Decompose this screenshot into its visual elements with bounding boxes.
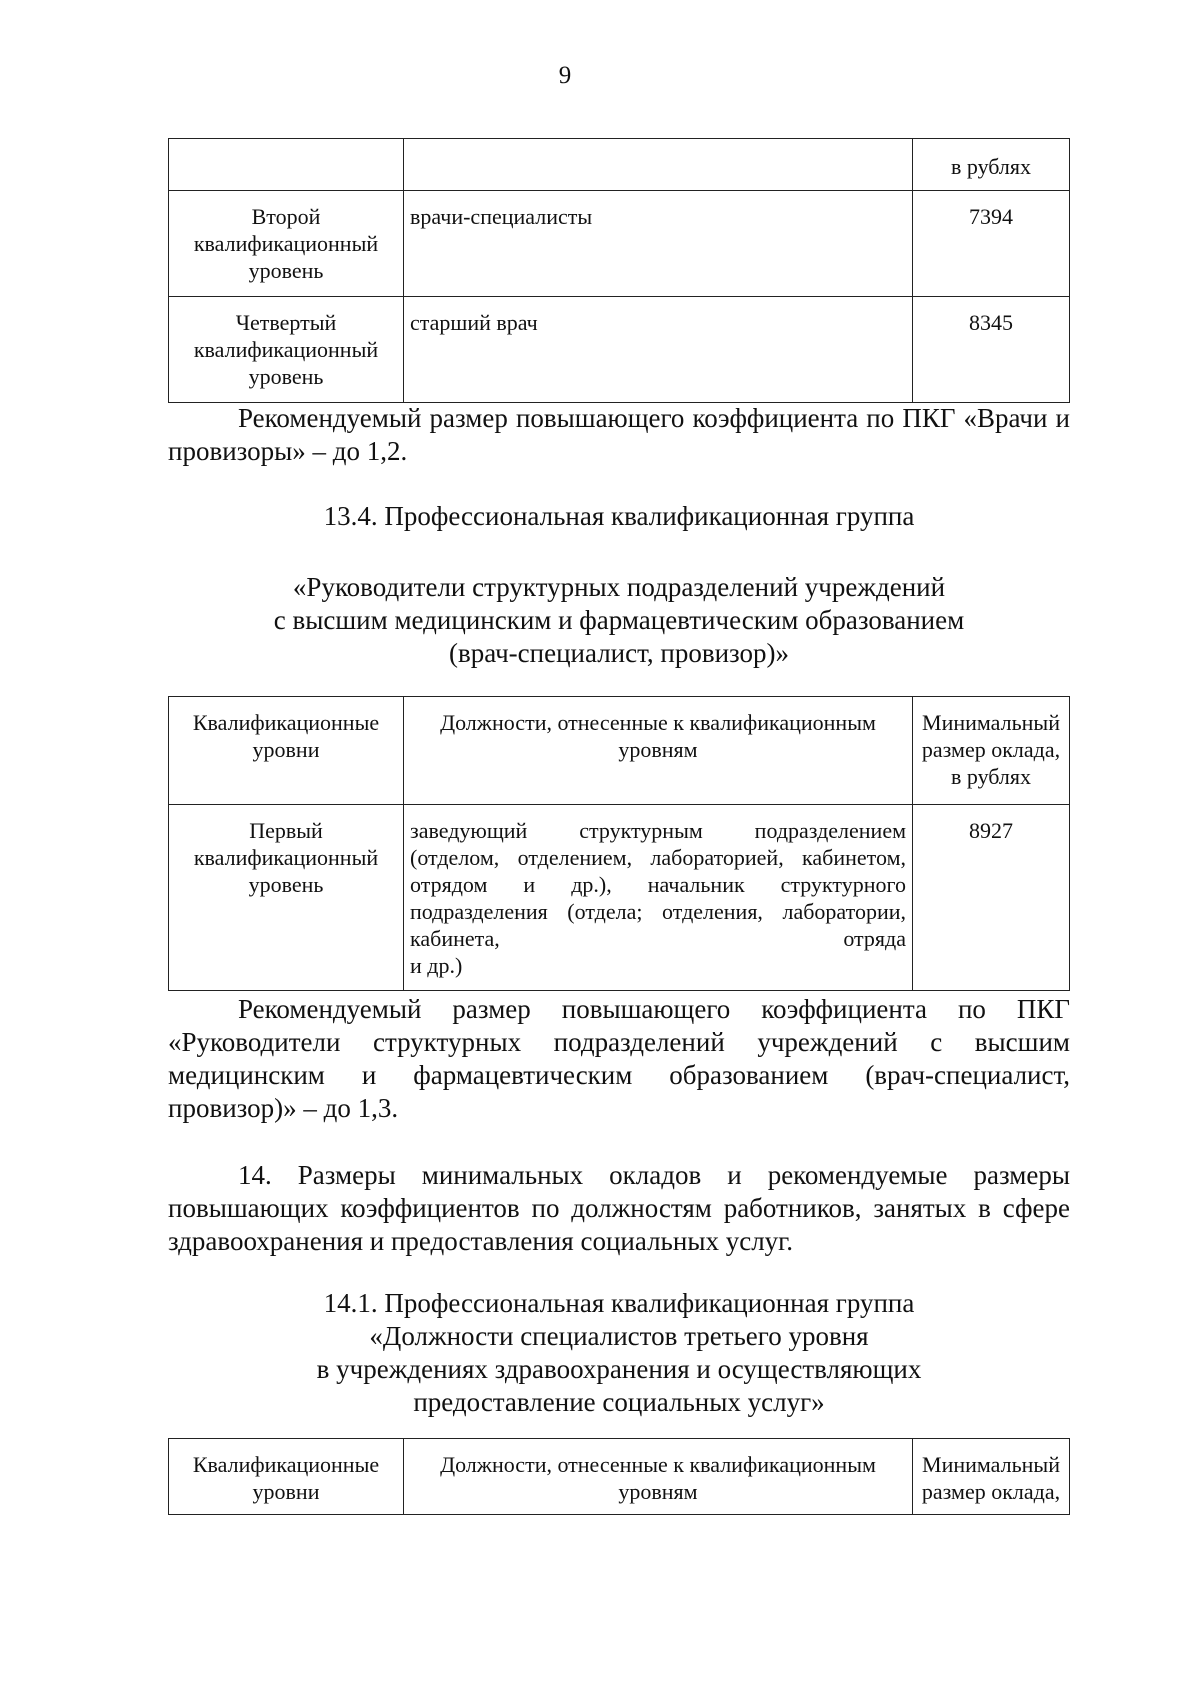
heading-line: (врач-специалист, провизор)» xyxy=(448,638,790,668)
table-salary-heads xyxy=(168,696,1070,991)
table-row xyxy=(169,297,1070,403)
positions-cell: врачи-специалисты xyxy=(404,191,913,297)
level-cell: Четвертый квалификационный уровень xyxy=(169,297,404,403)
salary-cell: 8927 xyxy=(913,805,1070,991)
paragraph-coefficient-doctors: Рекомендуемый размер повышающего коэффициента по ПКГ «Врачи и провизоры» – до 1,2. xyxy=(168,403,1070,466)
positions-text-end: и др.) xyxy=(410,953,463,978)
page-number: 9 xyxy=(558,62,572,89)
positions-cell xyxy=(404,805,913,991)
column-header-positions: Должности, отнесенные к квалификационным уровням xyxy=(404,697,913,805)
paragraph-coefficient-heads: Рекомендуемый размер повышающего коэффициента по ПКГ «Руководители структурных подразделений учреждений с высшим медицинским и фармацевтическим образованием (врач-специалист, провизор)» – до 1,3. xyxy=(168,994,1070,1123)
table-cell xyxy=(169,139,404,191)
salary-cell: 8345 xyxy=(913,297,1070,403)
level-cell: Первый квалификационный уровень xyxy=(169,805,404,991)
column-header-salary: Минимальный размер оклада, xyxy=(913,1439,1070,1515)
section-heading-13-4 xyxy=(168,500,1070,670)
table-row xyxy=(169,191,1070,297)
heading-line: предоставление социальных услуг» xyxy=(413,1387,825,1417)
table-cell xyxy=(404,139,913,191)
heading-line: с высшим медицинским и фармацевтическим образованием xyxy=(273,605,965,635)
heading-line: 14.1. Профессиональная квалификационная группа xyxy=(323,1288,915,1318)
table-header-row xyxy=(169,139,1070,191)
salary-cell: 7394 xyxy=(913,191,1070,297)
table-header-row xyxy=(169,1439,1070,1515)
heading-line: 13.4. Профессиональная квалификационная группа xyxy=(323,501,915,531)
positions-cell: старший врач xyxy=(404,297,913,403)
column-header-levels: Квалификационные уровни xyxy=(169,1439,404,1515)
heading-line: «Должности специалистов третьего уровня xyxy=(369,1321,869,1351)
column-header-levels: Квалификационные уровни xyxy=(169,697,404,805)
positions-text: заведующий структурным подразделением (отделом, отделением, лабораторией, кабинетом, отрядом и др.), начальник структурного подразделения (отдела; отделения, лаборатории, кабинета, отряда xyxy=(410,818,906,951)
column-header-positions: Должности, отнесенные к квалификационным уровням xyxy=(404,1439,913,1515)
paragraph-section-14: 14. Размеры минимальных окладов и рекомендуемые размеры повышающих коэффициентов по должностям работников, занятых в сфере здравоохранения и предоставления социальных услуг. xyxy=(168,1160,1070,1256)
level-cell: Второй квалификационный уровень xyxy=(169,191,404,297)
heading-line: в учреждениях здравоохранения и осуществляющих xyxy=(316,1354,922,1384)
table-header-row xyxy=(169,697,1070,805)
heading-line: «Руководители структурных подразделений учреждений xyxy=(292,572,946,602)
section-heading-14-1 xyxy=(168,1287,1070,1419)
column-header-salary: Минимальный размер оклада, в рублях xyxy=(913,697,1070,805)
table-salary-doctors xyxy=(168,138,1070,403)
table-row xyxy=(169,805,1070,991)
unit-cell: в рублях xyxy=(913,139,1070,191)
table-salary-specialists xyxy=(168,1438,1070,1515)
